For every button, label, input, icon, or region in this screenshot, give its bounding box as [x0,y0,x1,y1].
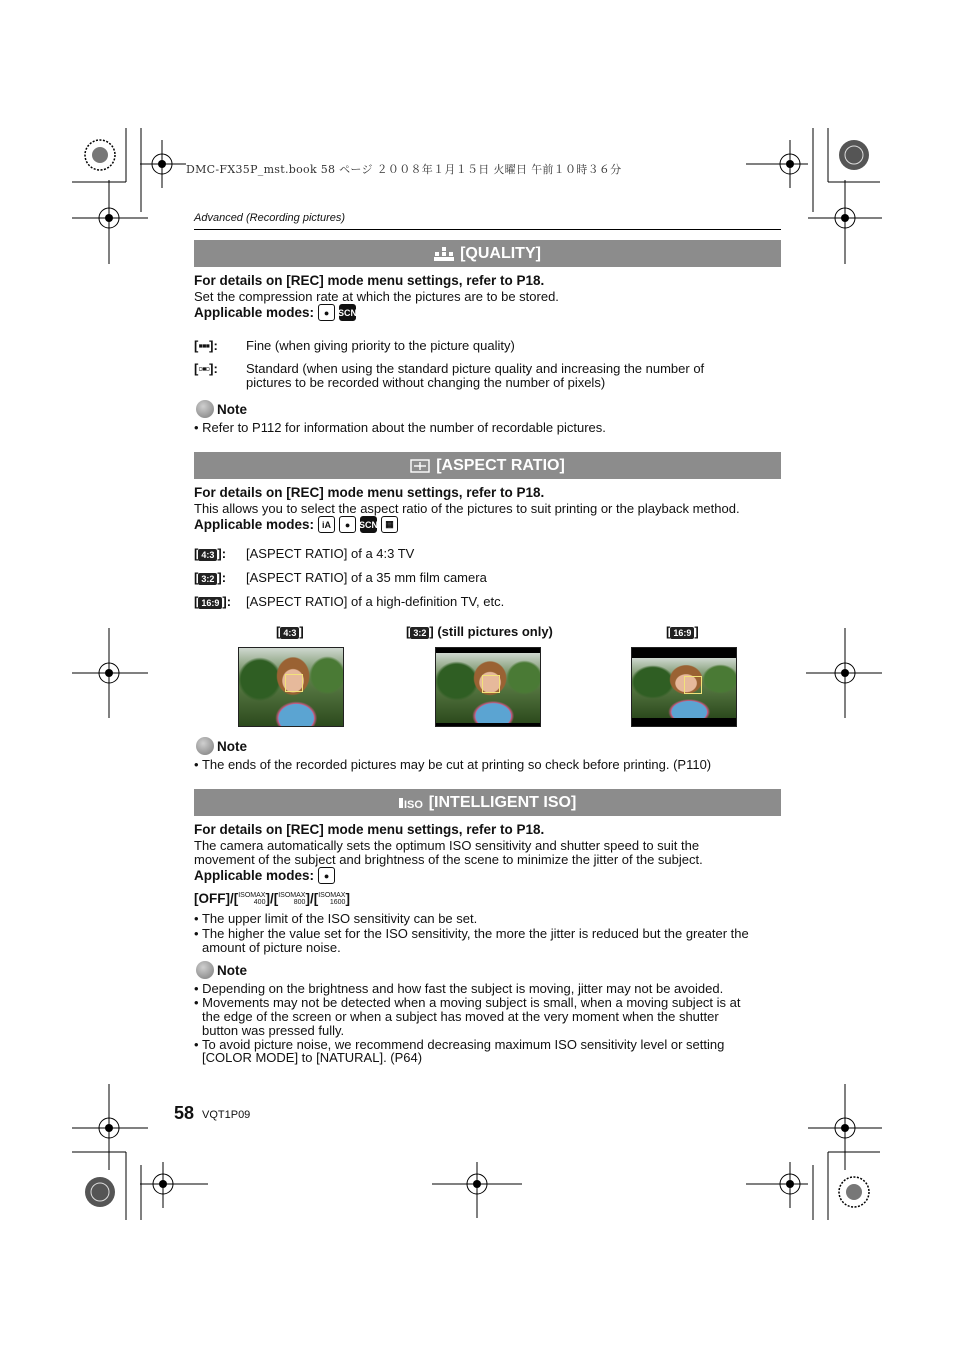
iso-bullet-2: • The higher the value set for the ISO sensitivity, the more the jitter is reduced but the greater the [194,926,749,941]
document-code: VQT1P09 [202,1109,251,1121]
iso-modes [194,867,335,884]
aspect-ratio-icon [410,459,430,473]
quality-note-heading [196,400,247,418]
iso-note-1: • Depending on the brightness and how fast the subject is moving, jitter may not be avoided. [194,981,724,996]
fine-quality-icon: [▪▪▪]: [194,338,218,353]
scene-mode-icon: SCN [360,516,377,533]
aspect-16-9-icon: 16:9 [198,597,222,609]
aspect-section-bar [194,452,781,479]
running-head: Advanced (Recording pictures) [194,212,346,224]
camera-mode-icon: ● [318,304,335,321]
intelligent-auto-mode-icon: iA [318,516,335,533]
sample-photo-4-3 [238,647,344,727]
header-rule [194,229,781,230]
quality-option-standard-2: pictures to be recorded without changing the number of pixels) [246,375,606,390]
iso-options: [OFF]/[ ISOMAX 400 ]/[ ISOMAX 800 ]/[ ISOMAX 1600 ] [194,891,350,907]
quality-note-label: Note [217,401,247,417]
print-metadata-line: DMC-FX35P_mst.book 58 ページ ２００８年１月１５日 火曜日 午前１０時３６分 [186,163,622,176]
sample-photo-16-9 [631,647,737,727]
iso-note-2-line-3: button was pressed fully. [202,1023,345,1038]
sample-photo-3-2 [435,647,541,727]
quality-modes [194,304,356,321]
note-pencil-icon [196,961,214,979]
camera-mode-icon: ● [339,516,356,533]
photo-caption-16-9: [ 16:9 ] [666,624,699,639]
isomax-800-icon: ISOMAX 800 [278,892,306,907]
aspect-desc: This allows you to select the aspect ratio of the pictures to suit printing or the playback method. [194,501,740,516]
svg-text:ISO: ISO [403,798,423,810]
aspect-option-row-2: [ 3:2 ]: [194,570,227,585]
isomax-400-icon: ISOMAX 400 [238,892,266,907]
aspect-note-label: Note [217,738,247,754]
aspect-4-3-icon: 4:3 [198,549,217,561]
page-number: 58 [174,1103,195,1123]
aspect-3-2-icon: 3:2 [198,573,217,585]
standard-quality-icon: [▫▪▫]: [194,361,218,376]
aspect-note-text: • The ends of the recorded pictures may be cut at printing so check before printing. (P110) [194,757,712,772]
photo-caption-4-3: [ 4:3 ] [276,624,304,639]
scene-mode-icon: SCN [339,304,356,321]
iso-note-3-line-2: [COLOR MODE] to [NATURAL]. (P64) [202,1050,423,1065]
quality-note-text: • Refer to P112 for information about the number of recordable pictures. [194,420,606,435]
iso-bullet-2-line-2: amount of picture noise. [202,940,341,955]
quality-ref: For details on [REC] mode menu settings, refer to P18. [194,273,545,288]
quality-section-bar [194,240,781,267]
note-pencil-icon [196,737,214,755]
iso-note-heading [196,961,247,979]
aspect-modes-label: Applicable modes: [194,517,315,532]
photo-caption-3-2: [ 3:2 ] (still pictures only) [406,624,553,639]
iso-note-2: • Movements may not be detected when a moving subject is small, when a moving subject is at [194,995,741,1010]
quality-icon [434,247,454,261]
iso-note-3: • To avoid picture noise, we recommend decreasing maximum ISO sensitivity level or setting [194,1037,725,1052]
quality-option-fine: Fine (when giving priority to the picture quality) [246,338,515,353]
iso-desc-1: The camera automatically sets the optimum ISO sensitivity and shutter speed to suit the [194,838,700,853]
iso-desc-2: movement of the subject and brightness of the scene to minimize the jitter of the subject. [194,852,703,867]
iso-note-label: Note [217,962,247,978]
quality-modes-label: Applicable modes: [194,305,315,320]
quality-desc: Set the compression rate at which the pictures are to be stored. [194,289,559,304]
aspect-ref: For details on [REC] mode menu settings, refer to P18. [194,485,545,500]
aspect-note-heading [196,737,247,755]
iso-modes-label: Applicable modes: [194,868,315,883]
quality-option-standard-1: Standard (when using the standard picture quality and increasing the number of [246,361,705,376]
aspect-option-desc-2: [ASPECT RATIO] of a 35 mm film camera [246,570,487,585]
aspect-option-desc-3: [ASPECT RATIO] of a high-definition TV, etc. [246,594,505,609]
aspect-option-row-3: [ 16:9 ]: [194,594,232,609]
iso-note-2-line-2: the edge of the screen or when a subject has moved at the very moment when the shutter [202,1009,719,1024]
iso-section-bar [194,789,781,816]
aspect-option-row-1: [ 4:3 ]: [194,546,227,561]
isomax-1600-icon: ISOMAX 1600 [318,892,346,907]
camera-mode-icon: ● [318,867,335,884]
aspect-option-desc-1: [ASPECT RATIO] of a 4:3 TV [246,546,415,561]
intelligent-iso-icon [399,796,423,810]
iso-ref: For details on [REC] mode menu settings, refer to P18. [194,822,545,837]
iso-bullet-1: • The upper limit of the ISO sensitivity can be set. [194,911,478,926]
note-pencil-icon [196,400,214,418]
aspect-title: [ASPECT RATIO] [436,456,565,474]
iso-title: [INTELLIGENT ISO] [428,793,577,811]
motion-picture-mode-icon: ▦ [381,516,398,533]
quality-title: [QUALITY] [460,244,541,262]
aspect-modes [194,516,398,533]
